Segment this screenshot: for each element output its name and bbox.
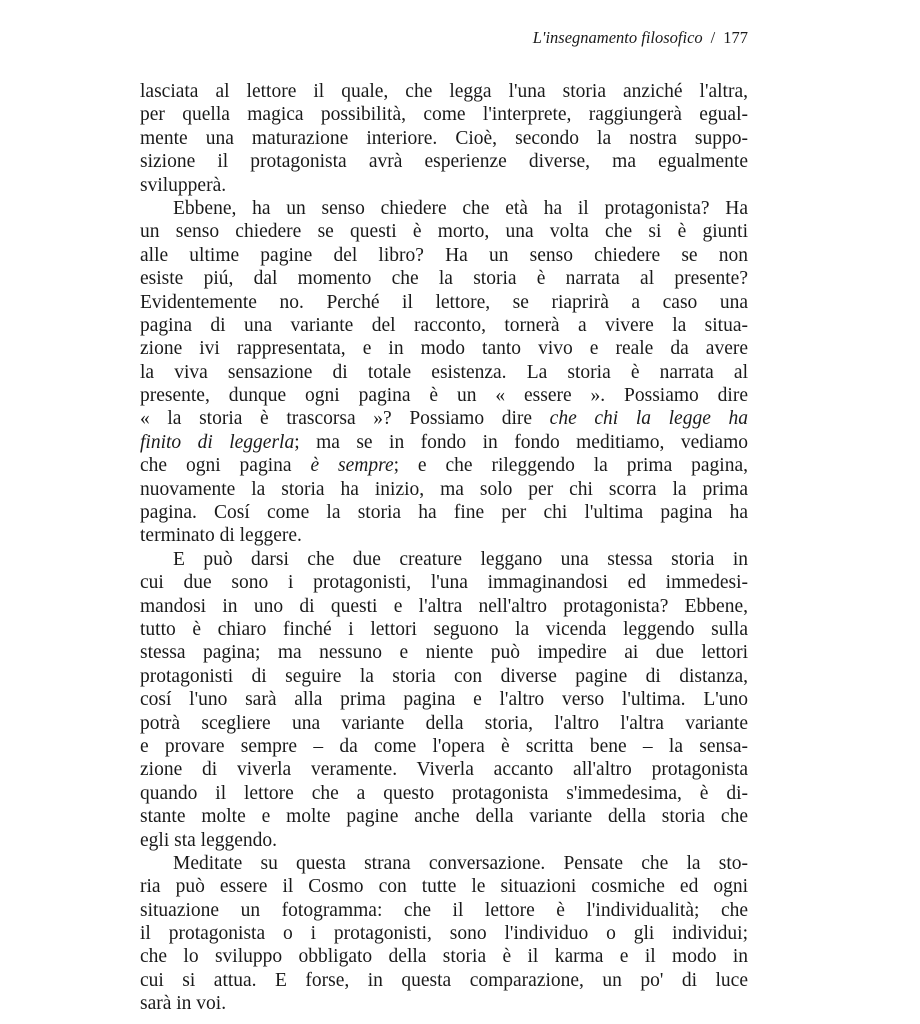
text-line bbox=[140, 758, 748, 781]
text-line bbox=[140, 337, 748, 360]
text-line bbox=[140, 478, 748, 501]
text-segment: situazione un fotogramma: che il lettore è l'individualità; che bbox=[140, 899, 748, 921]
text-segment: il protagonista o i protagonisti, sono l'individuo o gli individui; bbox=[140, 923, 748, 945]
text-segment: Meditate su questa strana conversazione. Pensate che la sto- bbox=[173, 852, 748, 874]
text-segment: la viva sensazione di totale esistenza. La storia è narrata al bbox=[140, 361, 748, 383]
text-line bbox=[140, 571, 748, 594]
text-line bbox=[140, 220, 748, 243]
running-head bbox=[533, 28, 748, 48]
text-segment: cui due sono i protagonisti, l'una immaginandosi ed immedesi- bbox=[140, 572, 748, 594]
text-line bbox=[140, 501, 748, 524]
text-line bbox=[140, 454, 748, 477]
text-line bbox=[140, 314, 748, 337]
text-segment: potrà scegliere una variante della storia, l'altro l'altra variante bbox=[140, 712, 748, 734]
text-segment: esiste piú, dal momento che la storia è narrata al presente? bbox=[140, 268, 748, 290]
text-line bbox=[140, 922, 748, 945]
italic-text: che chi la legge ha bbox=[549, 408, 748, 430]
header-separator: / bbox=[710, 28, 716, 47]
text-line bbox=[140, 782, 748, 805]
text-line bbox=[140, 384, 748, 407]
text-line bbox=[140, 618, 748, 641]
body-text bbox=[140, 80, 748, 1016]
text-line bbox=[140, 665, 748, 688]
text-line bbox=[140, 852, 748, 875]
text-line bbox=[140, 969, 748, 992]
text-line bbox=[140, 548, 748, 571]
text-segment: sizione il protagonista avrà esperienze diverse, ma egualmente bbox=[140, 151, 748, 173]
text-line bbox=[140, 361, 748, 384]
text-line bbox=[140, 150, 748, 173]
text-segment: zione di viverla veramente. Viverla accanto all'altro protagonista bbox=[140, 759, 748, 781]
text-segment: E può darsi che due creature leggano una stessa storia in bbox=[173, 548, 748, 570]
text-line bbox=[140, 80, 748, 103]
text-segment: egli sta leggendo. bbox=[140, 829, 278, 851]
text-line bbox=[140, 712, 748, 735]
text-segment: pagina. Cosí come la storia ha fine per chi l'ultima pagina ha bbox=[140, 502, 748, 524]
text-segment: stante molte e molte pagine anche della variante della storia che bbox=[140, 806, 748, 828]
text-line bbox=[140, 992, 748, 1015]
text-line bbox=[140, 945, 748, 968]
text-line bbox=[140, 595, 748, 618]
text-line bbox=[140, 197, 748, 220]
text-segment: « la storia è trascorsa »? Possiamo dire bbox=[140, 408, 550, 430]
text-segment: tutto è chiaro finché i lettori seguono la vicenda leggendo sulla bbox=[140, 618, 748, 640]
text-segment: ; e che rileggendo la prima pagina, bbox=[393, 455, 748, 477]
text-segment: mandosi in uno di questi e l'altra nell'altro protagonista? Ebbene, bbox=[140, 595, 748, 617]
text-segment: stessa pagina; ma nessuno e niente può impedire ai due lettori bbox=[140, 642, 748, 664]
text-segment: quando il lettore che a questo protagonista s'immedesima, è di- bbox=[140, 782, 748, 804]
italic-text: è sempre bbox=[310, 455, 394, 477]
text-line bbox=[140, 875, 748, 898]
text-segment: alle ultime pagine del libro? Ha un senso chiedere se non bbox=[140, 244, 748, 266]
text-line bbox=[140, 735, 748, 758]
text-line bbox=[140, 267, 748, 290]
text-segment: pagina di una variante del racconto, tornerà a vivere la situa- bbox=[140, 314, 748, 336]
text-segment: nuovamente la storia ha inizio, ma solo per chi scorra la prima bbox=[140, 478, 748, 500]
text-segment: Evidentemente no. Perché il lettore, se riaprirà a caso una bbox=[140, 291, 748, 313]
chapter-title: L'insegnamento filosofico bbox=[532, 28, 703, 47]
text-line bbox=[140, 103, 748, 126]
text-segment: per quella magica possibilità, come l'interprete, raggiungerà egual- bbox=[140, 104, 748, 126]
italic-text: finito di leggerla bbox=[140, 431, 295, 453]
text-segment: che ogni pagina bbox=[140, 455, 311, 477]
text-segment: che lo sviluppo obbligato della storia è il karma e il modo in bbox=[140, 946, 748, 968]
text-line bbox=[140, 291, 748, 314]
text-segment: protagonisti di seguire la storia con diverse pagine di distanza, bbox=[140, 665, 748, 687]
text-line bbox=[140, 641, 748, 664]
text-segment: presente, dunque ogni pagina è un « essere ». Possiamo dire bbox=[140, 385, 748, 407]
text-segment: Ebbene, ha un senso chiedere che età ha il protagonista? Ha bbox=[173, 197, 748, 219]
text-segment: e provare sempre – da come l'opera è scritta bene – la sensa- bbox=[140, 735, 748, 757]
text-segment: cui si attua. E forse, in questa comparazione, un po' di luce bbox=[140, 969, 748, 991]
text-segment: ria può essere il Cosmo con tutte le situazioni cosmiche ed ogni bbox=[140, 876, 748, 898]
text-segment: lasciata al lettore il quale, che legga l'una storia anziché l'altra, bbox=[140, 81, 748, 102]
text-segment: cosí l'uno sarà alla prima pagina e l'altro verso l'ultima. L'uno bbox=[140, 689, 748, 711]
text-segment: sarà in voi. bbox=[140, 993, 227, 1015]
text-line bbox=[140, 829, 748, 852]
text-segment: zione ivi rappresentata, e in modo tanto vivo e reale da avere bbox=[140, 338, 748, 360]
text-line bbox=[140, 244, 748, 267]
text-segment: un senso chiedere se questi è morto, una volta che si è giunti bbox=[140, 221, 748, 243]
text-line bbox=[140, 174, 748, 197]
text-line bbox=[140, 524, 748, 547]
text-line bbox=[140, 688, 748, 711]
text-line bbox=[140, 805, 748, 828]
text-segment: svilupperà. bbox=[140, 174, 227, 196]
page-number: 177 bbox=[723, 28, 748, 47]
text-segment: ; ma se in fondo in fondo meditiamo, vediamo bbox=[294, 431, 748, 453]
text-segment: mente una maturazione interiore. Cioè, secondo la nostra suppo- bbox=[140, 127, 748, 149]
text-line bbox=[140, 431, 748, 454]
text-line bbox=[140, 407, 748, 430]
text-line bbox=[140, 899, 748, 922]
text-segment: terminato di leggere. bbox=[140, 525, 302, 547]
text-line bbox=[140, 127, 748, 150]
